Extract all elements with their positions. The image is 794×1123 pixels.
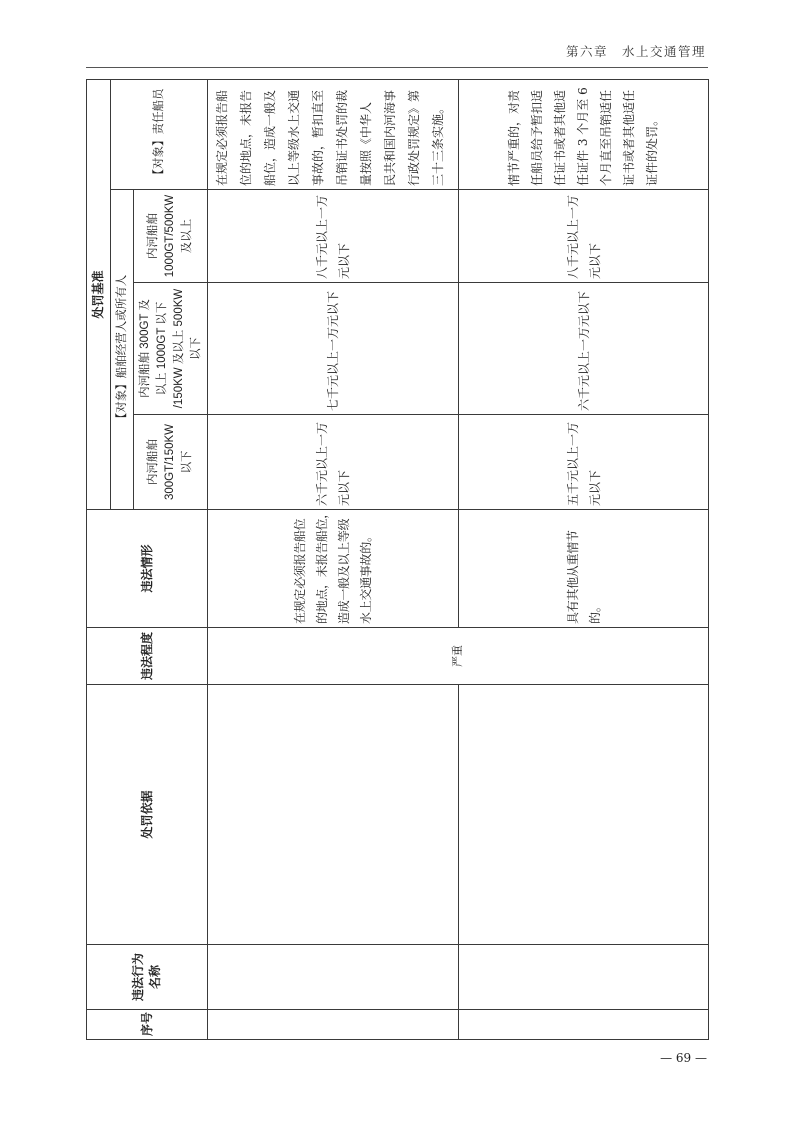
cell-crew-penalty: 在规定必须报告船 位的地点，未报告 船位，造成一般及 以上等级水上交通 事故的，暂扣直至 吊销证书处罚的裁 量按照《中华人 民共和国内河海事 行政处罚规定》第 三十三条实施。 (208, 79, 459, 189)
penalty-standard-table (86, 79, 709, 1040)
header-tier-medium: 内河船舶 300GT 及 以上 1000GT 以下 /150KW 及以上 500KW 以下 (134, 283, 208, 415)
cell-seq (208, 1010, 459, 1040)
cell-tier-large: 八千元以上一万 元以下 (459, 190, 709, 283)
cell-tier-large: 八千元以上一万 元以下 (208, 190, 459, 283)
cell-legal-basis (459, 685, 709, 945)
header-tier-small: 内河船舶 300GT/150KW 以下 (134, 415, 208, 510)
running-header: 第六章 水上交通管理 (565, 44, 706, 59)
table-row (459, 79, 709, 1039)
table-header-row (87, 79, 111, 1039)
header-violation-name: 违法行为 名称 (87, 945, 208, 1010)
cell-tier-medium: 六千元以上一万元以下 (459, 283, 709, 415)
cell-circumstance: 具有其他从重情节 的。 (459, 510, 709, 628)
header-rule (86, 67, 708, 68)
cell-legal-basis (208, 685, 459, 945)
cell-violation-name (459, 945, 709, 1010)
header-object-operator: 【对象】船舶经营人或所有人 (111, 190, 134, 510)
header-penalty-standard: 处罚基准 (87, 79, 111, 509)
header-seq: 序号 (87, 1010, 208, 1040)
cell-crew-penalty: 情节严重的，对责 任船员给予暂扣适 任证书或者其他适 任证件 3 个月至 6 个月直至吊销适任 证书或者其他适任 证件的处罚。 (459, 79, 709, 189)
header-legal-basis: 处罚依据 (87, 685, 208, 945)
header-circumstance: 违法情形 (87, 510, 208, 628)
table-row (208, 79, 459, 1039)
header-degree: 违法程度 (87, 628, 208, 685)
cell-degree: 严重 (208, 628, 709, 685)
cell-seq (459, 1010, 709, 1040)
rotated-table-wrapper (86, 80, 708, 1040)
cell-tier-medium: 七千元以上一万元以下 (208, 283, 459, 415)
cell-circumstance: 在规定必须报告船位 的地点，未报告船位， 造成一般及以上等级 水上交通事故的。 (208, 510, 459, 628)
cell-tier-small: 五千元以上一万 元以下 (459, 415, 709, 510)
cell-violation-name (208, 945, 459, 1010)
page-number: — 69 — (660, 1051, 707, 1065)
cell-tier-small: 六千元以上一万 元以下 (208, 415, 459, 510)
header-tier-large: 内河船舶 1000GT/500KW 及以上 (134, 190, 208, 283)
header-object-crew: 【对象】责任船员 (111, 79, 208, 189)
